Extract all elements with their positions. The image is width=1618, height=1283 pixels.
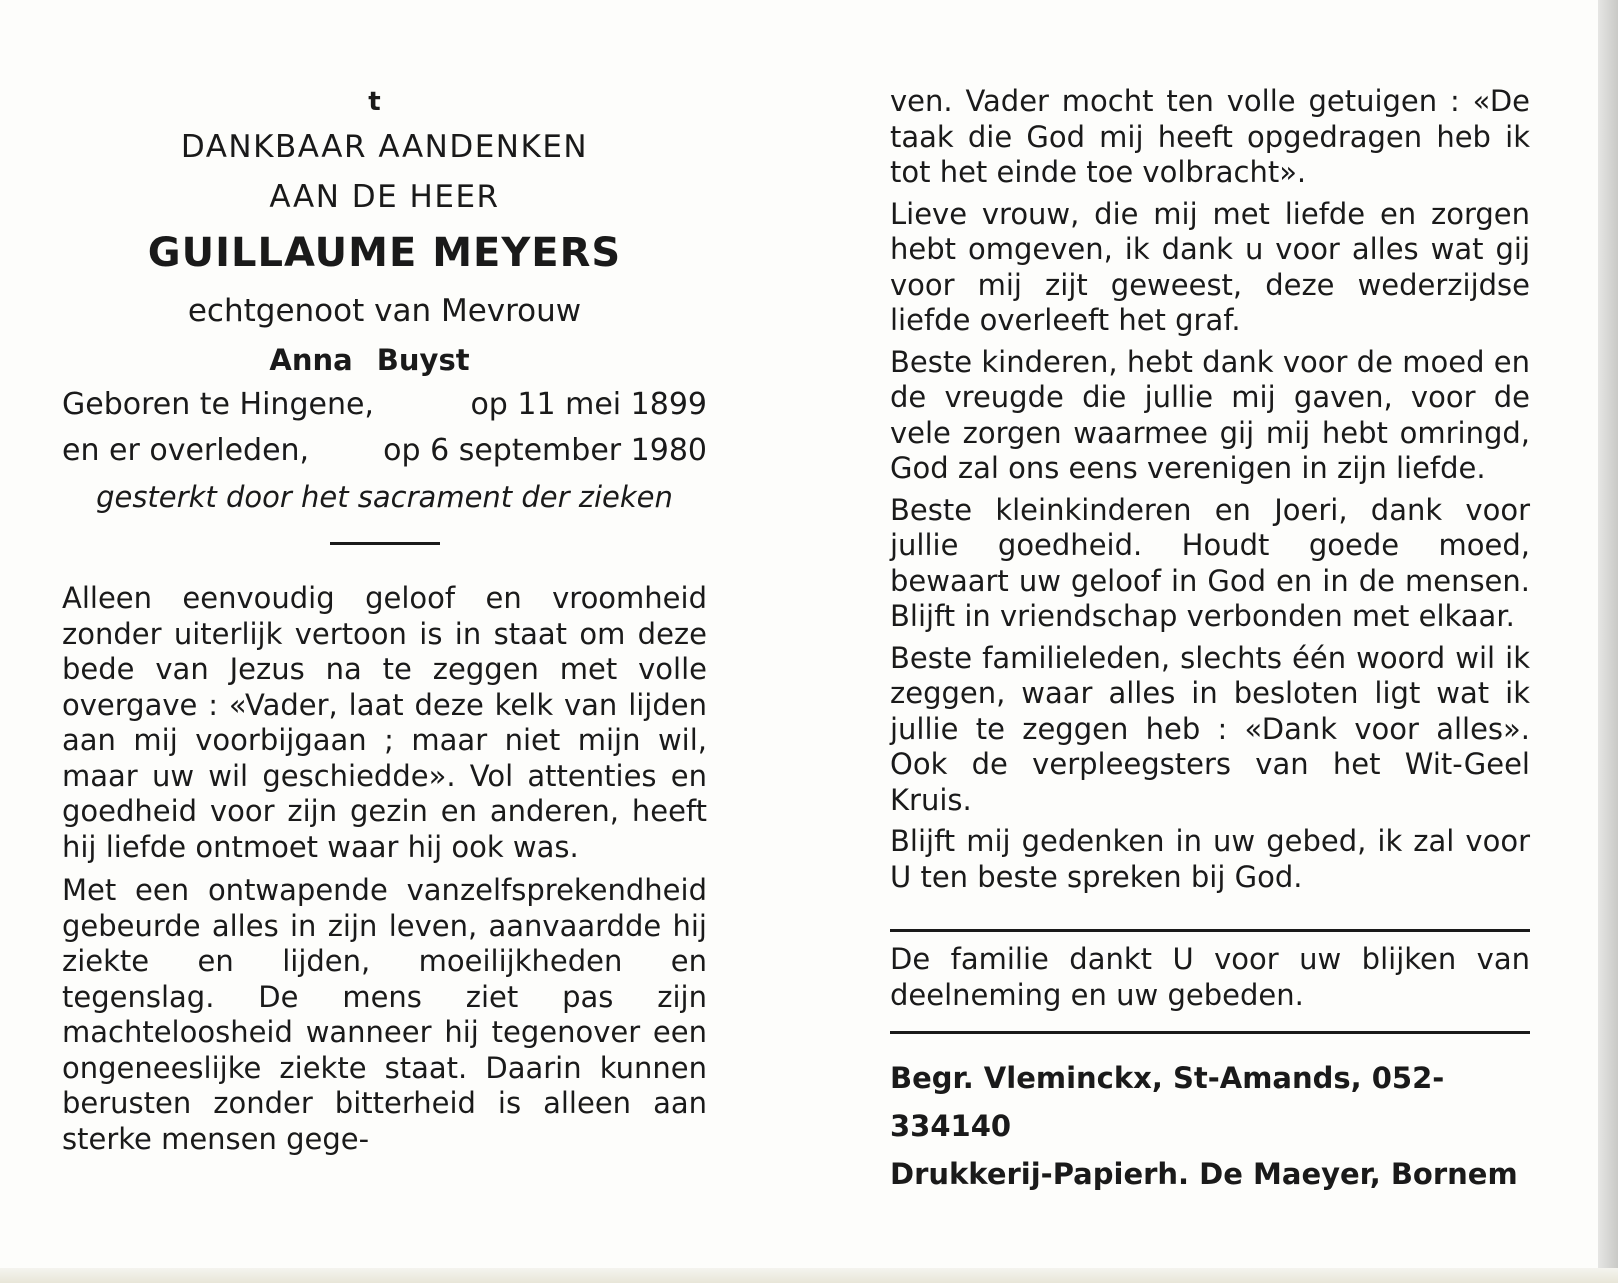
right-paragraph: Lieve vrouw, die mij met liefde en zorgen hebt omgeven, ik dank u voor alles wat gij voor mij zijt geweest, deze wederzijdse liefde overleeft het graf. [890,196,1530,337]
death-place: en er overleden, [62,433,310,468]
birth-place: Geboren te Hingene, [62,387,374,422]
heading-line-1: DANKBAAR AANDENKEN [180,129,589,165]
left-column [62,82,707,1157]
family-thanks: De familie dankt U voor uw blijken van deelneming en uw gebeden. [890,942,1530,1012]
cross-symbol: t [368,87,381,117]
left-paragraph: Alleen eenvoudig geloof en vroomheid zonder uiterlijk vertoon is in staat om deze bede van Jezus na te zeggen met volle overgave : «Vader, laat deze kelk van lijden aan mij voorbijgaan ; maar niet mijn wil, maar uw wil geschiedde». Vol attenties en goedheid voor zijn gezin en anderen, heeft hij liefde ontmoet waar hij ook was. [62,581,707,864]
right-paragraph: Beste kleinkinderen en Joeri, dank voor jullie goedheid. Houdt goede moed, bewaart uw geloof in God en in de mensen. Blijft in vriendschap verbonden met elkaar. [890,492,1530,633]
divider [890,929,1530,932]
funeral-director: Begr. Vleminckx, St-Amands, 052-334140 [890,1061,1445,1143]
printer-info [890,1054,1530,1198]
print-shop: Drukkerij-Papierh. De Maeyer, Bornem [890,1157,1518,1191]
sacrament-line: gesterkt door het sacrament der zieken [96,480,673,514]
right-paragraph: Blijft mij gedenken in uw gebed, ik zal voor U ten beste spreken bij God. [890,824,1530,894]
divider [330,542,440,545]
right-paragraph: Beste kinderen, hebt dank voor de moed en de vreugde die jullie mij gaven, voor de vele zorgen waarmee gij mij hebt omringd, God zal ons eens verenigen in zijn liefde. [890,344,1530,485]
deceased-name: GUILLAUME MEYERS [147,230,622,276]
card-edge-bottom [0,1268,1618,1283]
death-line [62,428,707,474]
divider [890,1031,1530,1034]
card-edge-right [1598,0,1618,1283]
right-column [890,84,1530,1198]
right-paragraph: Beste familieleden, slechts één woord wil ik zeggen, waar alles in besloten ligt wat ik jullie te zeggen heb : «Dank voor alles». Ook de verpleegsters van het Wit-Geel Kruis. [890,640,1530,817]
heading-line-2: AAN DE HEER [269,179,500,215]
birth-date: op 11 mei 1899 [470,387,707,422]
birth-line [62,382,707,428]
spouse-intro: echtgenoot van Mevrouw [187,293,582,329]
death-date: op 6 september 1980 [383,433,707,468]
right-paragraph: ven. Vader mocht ten volle getuigen : «De taak die God mij heeft opgedragen heb ik tot het einde toe volbracht». [890,84,1530,189]
left-paragraph: Met een ontwapende vanzelfsprekendheid gebeurde alles in zijn leven, aanvaardde hij ziekte en lijden, moeilijkheden en tegenslag. De mens ziet pas zijn machteloosheid wanneer hij tegenover een ongeneeslijke ziekte staat. Daarin kunnen berusten zonder bitterheid is alleen aan sterke mensen gege- [62,873,707,1156]
spouse-name: Anna Buyst [269,343,470,377]
